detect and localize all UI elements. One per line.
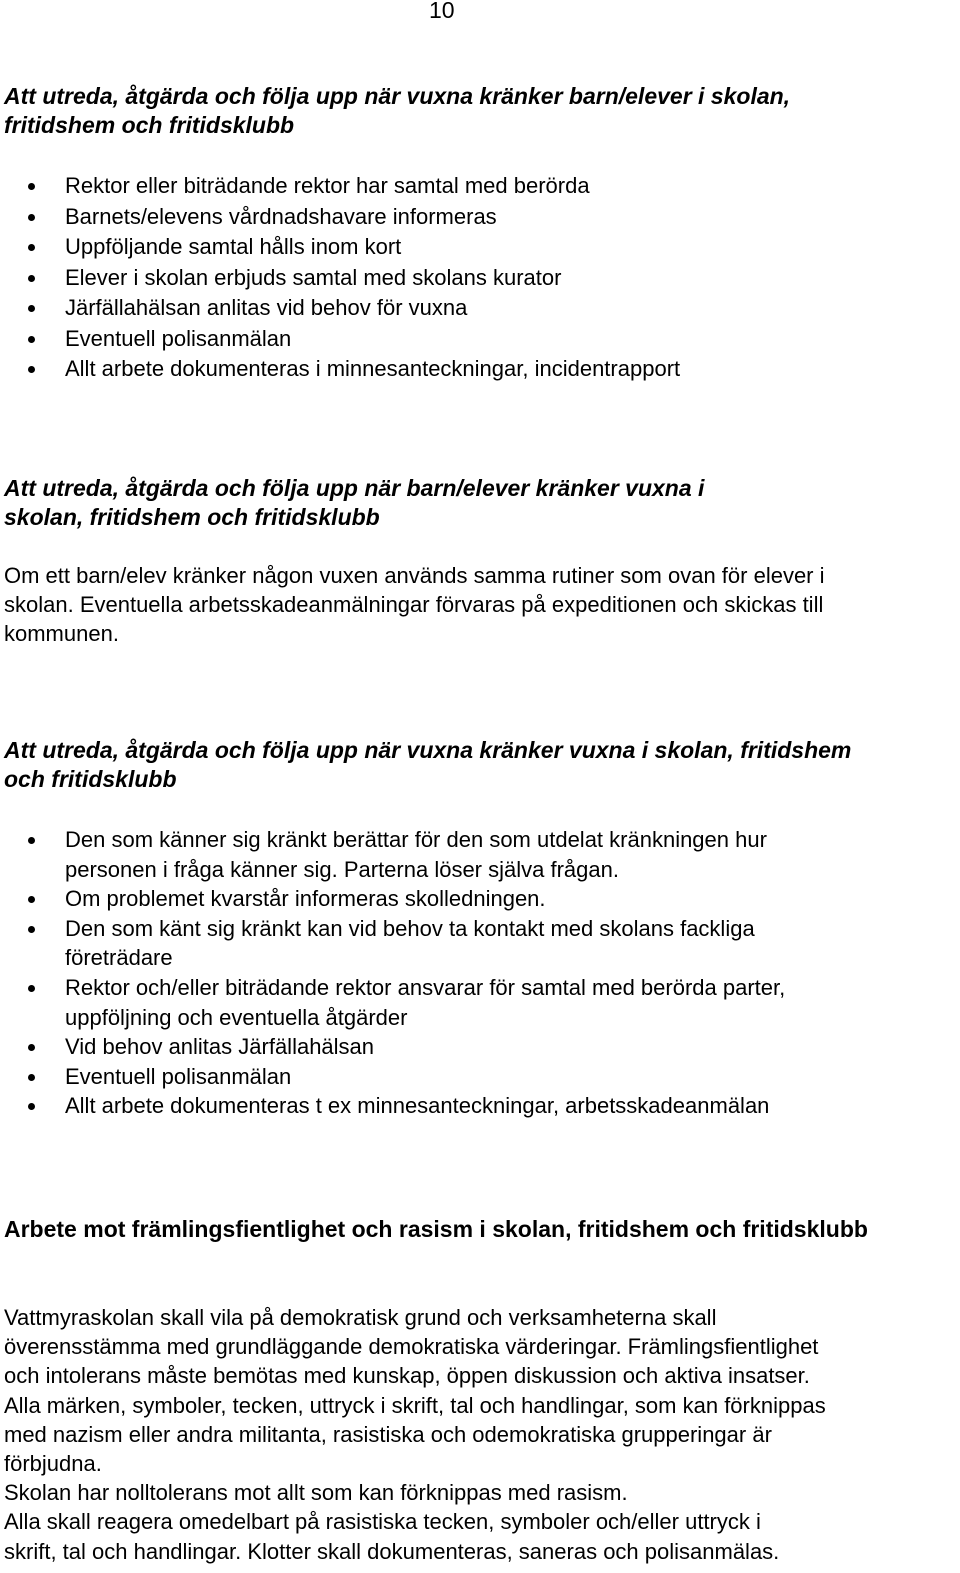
list-item-text: Rektor och/eller biträdande rektor ansvarar för samtal med berörda parter, (65, 974, 786, 1000)
list-item-text: Den som känner sig kränkt berättar för den som utdelat kränkningen hur (65, 827, 767, 852)
list-item-text: Eventuell polisanmälan (65, 1063, 292, 1089)
list-item (4, 1032, 956, 1062)
list-item-text: Järfällahälsan anlitas vid behov för vuxna (65, 295, 468, 320)
list-item-text: Allt arbete dokumenteras i minnesanteckningar, incidentrapport (65, 356, 681, 381)
section-vuxna-kranker-barn (4, 82, 956, 140)
list-item (4, 914, 956, 973)
paragraph-line: förbjudna. (4, 1451, 102, 1477)
paragraph-line: med nazism eller andra militanta, rasistiska och odemokratiska grupperingar är (4, 1421, 772, 1447)
section-heading (4, 82, 956, 140)
bullet-icon (28, 183, 35, 190)
list-item-text: Rektor eller biträdande rektor har samtal med berörda (65, 173, 590, 198)
paragraph-line: överensstämma med grundläggande demokratiska värderingar. Främlingsfientlighet (4, 1334, 819, 1360)
list-item-text: uppföljning och eventuella åtgärder (65, 1004, 408, 1030)
section1-bullet-list (4, 171, 956, 385)
list-item-text: Vid behov anlitas Järfällahälsan (65, 1034, 375, 1060)
section4-paragraph (4, 1303, 956, 1566)
bullet-icon (28, 896, 35, 903)
list-item (4, 202, 956, 233)
heading-line: fritidshem och fritidsklubb (4, 112, 295, 138)
paragraph-line: kommunen. (4, 621, 119, 647)
list-item (4, 263, 956, 294)
list-item-text: Eventuell polisanmälan (65, 325, 292, 351)
bullet-icon (28, 837, 35, 844)
list-item-text: personen i fråga känner sig. Parterna löser själva frågan. (65, 856, 619, 882)
paragraph-line: Skolan har nolltolerans mot allt som kan förknippas med rasism. (4, 1480, 628, 1506)
section-vuxna-kranker-vuxna (4, 736, 956, 794)
section3-bullet-list (4, 825, 956, 1121)
bullet-icon (28, 1074, 35, 1081)
list-item (4, 232, 956, 263)
bullet-icon (28, 336, 35, 343)
list-item (4, 171, 956, 202)
bullet-icon (28, 1103, 35, 1110)
heading-line: och fritidsklubb (4, 766, 177, 792)
section2-paragraph (4, 561, 956, 649)
paragraph-line: skolan. Eventuella arbetsskadeanmälningar förvaras på expeditionen och skickas till (4, 592, 824, 618)
heading-line: Att utreda, åtgärda och följa upp när vuxna kränker vuxna i skolan, fritidshem (4, 737, 852, 763)
list-item (4, 825, 956, 884)
paragraph-line: Vattmyraskolan skall vila på demokratisk grund och verksamheterna skall (4, 1305, 717, 1330)
list-item-text: Om problemet kvarstår informeras skolledningen. (65, 886, 546, 912)
bullet-icon (28, 244, 35, 251)
bullet-icon (28, 366, 35, 373)
list-item (4, 884, 956, 914)
page-number: 10 (429, 0, 455, 23)
list-item (4, 973, 956, 1032)
list-item (4, 293, 956, 324)
list-item-text: Den som känt sig kränkt kan vid behov ta kontakt med skolans fackliga (65, 915, 755, 941)
heading-line: Att utreda, åtgärda och följa upp när barn/elever kränker vuxna i (4, 475, 705, 501)
paragraph-line: Om ett barn/elev kränker någon vuxen används samma rutiner som ovan för elever i (4, 563, 825, 588)
heading-line: Att utreda, åtgärda och följa upp när vuxna kränker barn/elever i skolan, (4, 83, 791, 109)
paragraph (4, 561, 956, 649)
paragraph-line: och intolerans måste bemötas med kunskap, öppen diskussion och aktiva insatser. (4, 1363, 810, 1389)
list-item-text: Uppföljande samtal hålls inom kort (65, 234, 402, 259)
heading-line: skolan, fritidshem och fritidsklubb (4, 504, 380, 530)
section-heading: Arbete mot främlingsfientlighet och rasism i skolan, fritidshem och fritidsklubb (4, 1216, 868, 1242)
bullet-icon (28, 1044, 35, 1051)
bullet-icon (28, 214, 35, 221)
bullet-icon (28, 926, 35, 933)
bullet-icon (28, 985, 35, 992)
list-item-text: företrädare (65, 945, 173, 971)
list-item (4, 354, 956, 385)
section-heading (4, 736, 956, 794)
list-item (4, 324, 956, 355)
paragraph-line: Alla skall reagera omedelbart på rasistiska tecken, symboler och/eller uttryck i (4, 1509, 761, 1535)
list-item-text: Elever i skolan erbjuds samtal med skolans kurator (65, 264, 562, 290)
bullet-icon (28, 305, 35, 312)
section-framlingsfientlighet-rasism (4, 1215, 956, 1244)
paragraph (4, 1303, 956, 1566)
section-heading (4, 474, 956, 532)
list-item (4, 1091, 956, 1121)
paragraph-line: skrift, tal och handlingar. Klotter skall dokumenteras, saneras och polisanmälas. (4, 1538, 780, 1564)
section-barn-kranker-vuxna (4, 474, 956, 532)
paragraph-line: Alla märken, symboler, tecken, uttryck i skrift, tal och handlingar, som kan förknippas (4, 1392, 826, 1418)
bullet-icon (28, 275, 35, 282)
list-item-text: Barnets/elevens vårdnadshavare informeras (65, 203, 497, 229)
list-item-text: Allt arbete dokumenteras t ex minnesanteckningar, arbetsskadeanmälan (65, 1093, 770, 1119)
list-item (4, 1062, 956, 1092)
